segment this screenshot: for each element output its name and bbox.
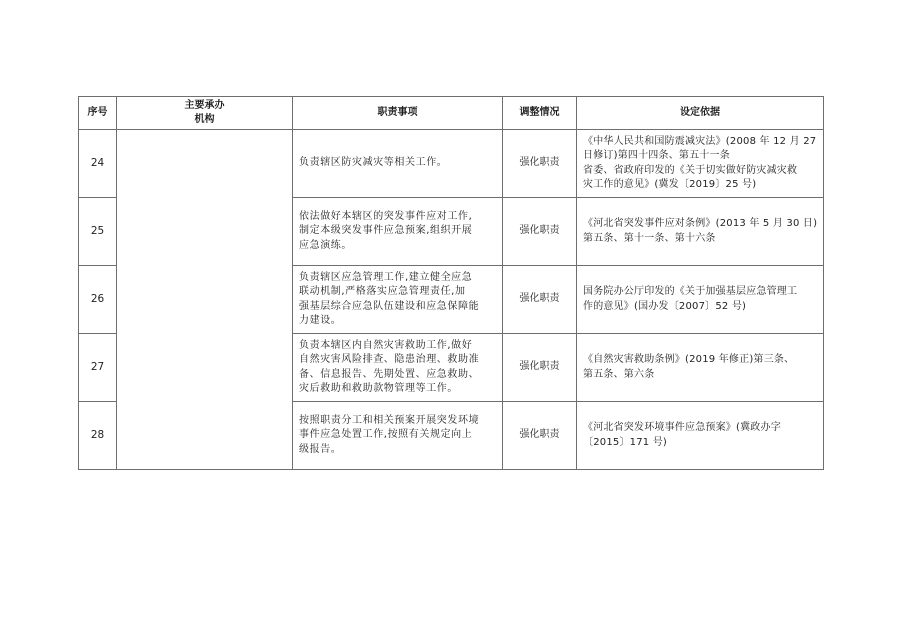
table-header-row: [79, 97, 824, 130]
header-basis: 设定依据: [577, 97, 824, 130]
header-seq: 序号: [79, 97, 117, 130]
row-adjust: 强化职责: [503, 198, 577, 266]
row-seq: 28: [79, 402, 117, 470]
row-adjust: 强化职责: [503, 402, 577, 470]
basis-line: 《河北省突发事件应对条例》(2013 年 5 月 30 日): [583, 218, 818, 229]
row-adjust: 强化职责: [503, 266, 577, 334]
basis-line: 《河北省突发环境事件应急预案》(冀政办字: [583, 422, 781, 433]
basis-line: 作的意见》(国办发〔2007〕52 号): [583, 300, 747, 312]
basis-line: 日修订)第四十四条、第五十一条: [583, 150, 730, 161]
basis-line: 灾工作的意见》(冀发〔2019〕25 号): [583, 179, 757, 190]
item-line: 负责辖区防灾减灾等相关工作。: [299, 157, 448, 169]
row-item: [293, 198, 503, 266]
row-item: [293, 334, 503, 402]
header-org-line1: 主要承办: [184, 99, 225, 111]
header-item: 职责事项: [293, 97, 503, 130]
row-item: [293, 402, 503, 470]
row-adjust: 强化职责: [503, 334, 577, 402]
item-line: 级报告。: [299, 443, 342, 455]
row-adjust: 强化职责: [503, 130, 577, 198]
row-basis: [577, 402, 824, 470]
item-line: 依法做好本辖区的突发事件应对工作,: [299, 210, 473, 222]
row-basis: [577, 130, 824, 198]
basis-line: 国务院办公厅印发的《关于加强基层应急管理工: [583, 286, 798, 297]
row-seq: 26: [79, 266, 117, 334]
table-row: [79, 130, 824, 198]
basis-line: 第五条、第十一条、第十六条: [583, 232, 716, 244]
basis-line: 第五条、第六条: [583, 368, 655, 380]
row-seq: 25: [79, 198, 117, 266]
item-line: 强基层综合应急队伍建设和应急保障能: [299, 300, 480, 312]
duty-table: [78, 96, 824, 470]
basis-line: 〔2015〕171 号): [583, 436, 668, 448]
item-line: 负责辖区应急管理工作,建立健全应急: [299, 271, 473, 283]
item-line: 应急演练。: [299, 239, 352, 251]
basis-line: 省委、省政府印发的《关于切实做好防灾减灾救: [583, 164, 798, 176]
basis-line: 《中华人民共和国防震减灾法》(2008 年 12 月 27: [583, 135, 817, 147]
row-basis: [577, 198, 824, 266]
item-line: 灾后救助和救助款物管理等工作。: [299, 383, 458, 394]
item-line: 按照职责分工和相关预案开展突发环境: [299, 414, 480, 426]
header-adjust: 调整情况: [503, 97, 577, 130]
item-line: 负责本辖区内自然灾害救助工作,做好: [299, 339, 473, 351]
row-seq: 27: [79, 334, 117, 402]
item-line: 力建设。: [299, 315, 342, 326]
row-basis: [577, 266, 824, 334]
row-item: [293, 266, 503, 334]
item-line: 制定本级突发事件应急预案,组织开展: [299, 225, 473, 237]
item-line: 备、信息报告、先期处置、应急救助、: [299, 368, 480, 380]
item-line: 自然灾害风险排查、隐患治理、救助准: [299, 354, 480, 365]
row-seq: 24: [79, 130, 117, 198]
row-basis: [577, 334, 824, 402]
header-org-line2: 机构: [194, 114, 215, 125]
row-item: [293, 130, 503, 198]
item-line: 联动机制,严格落实应急管理责任,加: [299, 286, 466, 297]
org-cell: [117, 130, 293, 470]
header-org: [117, 97, 293, 130]
item-line: 事件应急处置工作,按照有关规定向上: [299, 429, 473, 441]
basis-line: 《自然灾害救助条例》(2019 年修正)第三条、: [583, 354, 795, 365]
